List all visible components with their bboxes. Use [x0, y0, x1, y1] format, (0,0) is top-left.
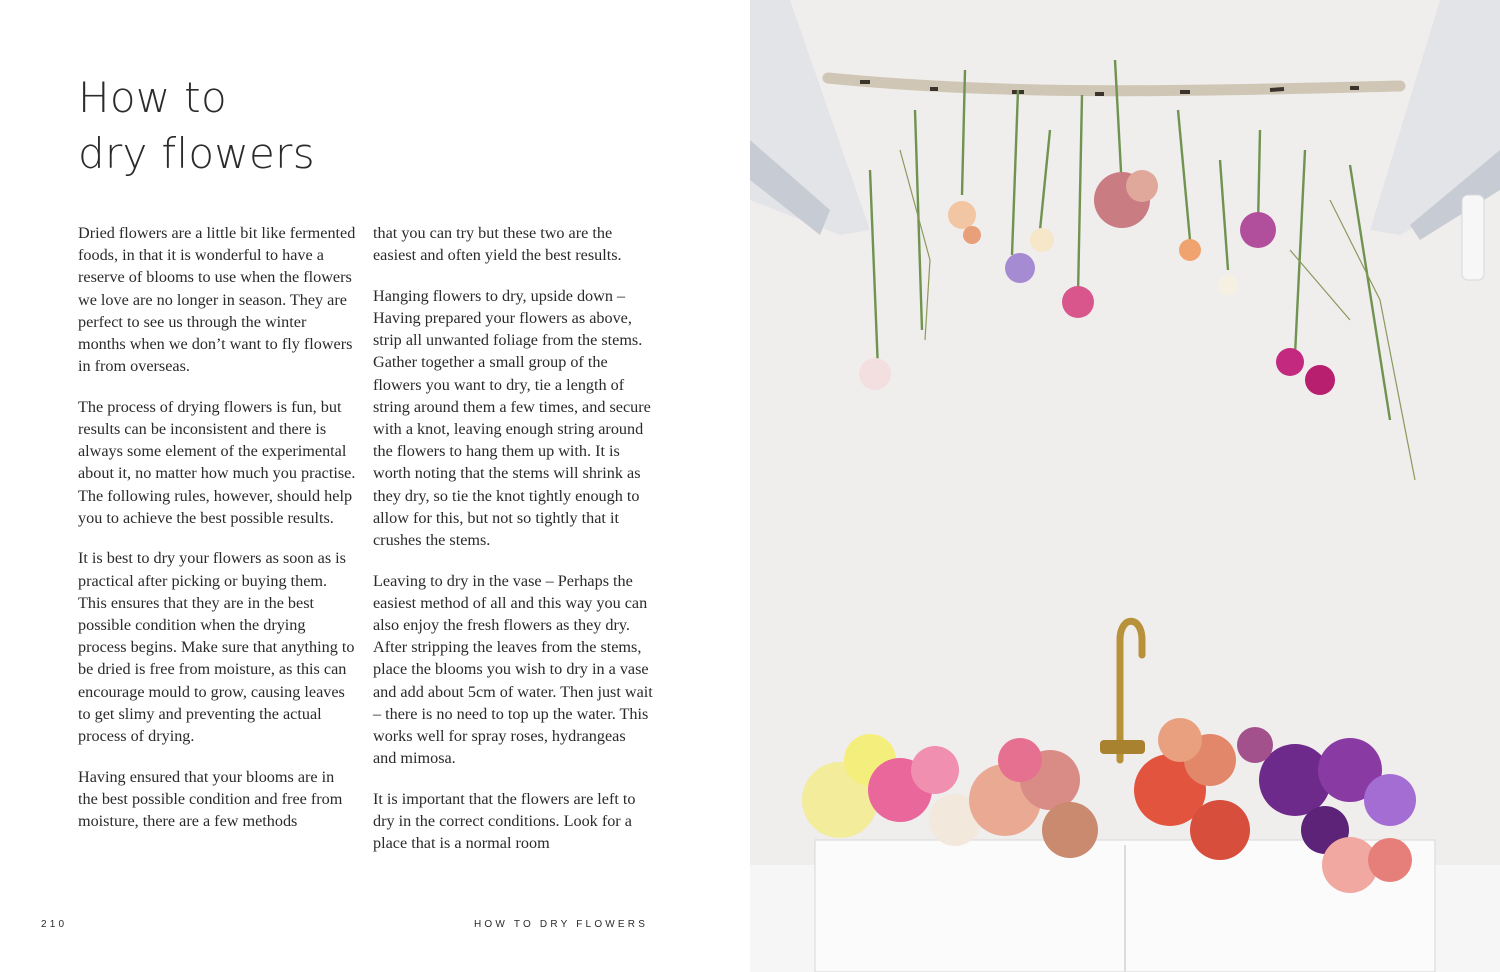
paragraph: Having ensured that your blooms are in the best possible condition and free from moisture, there are a few methods [78, 767, 343, 831]
body-column-1 [78, 222, 358, 851]
paragraph: Leaving to dry in the vase – Perhaps the easiest method of all and this way you can also enjoy the fresh flowers as they dry. After stripping the leaves from the stems, place the blooms you wish to dry in a vase and add about 5cm of water. Then just wait – there is no need to top up the water. This works well for spray roses, hydrangeas and mimosa. [373, 571, 653, 768]
paragraph: It is best to dry your flowers as soon as is practical after picking or buying them. This ensures that they are in the best possible condition when the drying process begins. Make sure that anything to be dried is free from moisture, as this can encourage mould to grow, causing leaves to get slimy and preventing the actual process of drying. [78, 549, 355, 746]
title-line-2: dry flowers [78, 129, 315, 178]
page-title [78, 70, 315, 182]
body-column-2 [373, 222, 653, 873]
paragraph: It is important that the flowers are left to dry in the correct conditions. Look for a place that is a normal room [373, 789, 636, 853]
running-head: HOW TO DRY FLOWERS [474, 919, 649, 930]
light-fixture [1462, 195, 1484, 280]
paragraph: that you can try but these two are the easiest and often yield the best results. [373, 224, 622, 265]
page-number: 210 [41, 919, 68, 930]
paragraph: Dried flowers are a little bit like fermented foods, in that it is wonderful to have a reserve of blooms to use when the flowers we love are no longer in season. They are perfect to see us through the winter months when we don’t want to fly flowers in from overseas. [78, 224, 356, 376]
tap-base [1100, 740, 1145, 754]
photo-illustration [750, 0, 1500, 972]
paragraph: The process of drying flowers is fun, but results can be inconsistent and there is always some element of the experimental about it, no matter how much you practise. The following rules, however, should help you to achieve the best possible results. [78, 397, 356, 527]
paragraph: Hanging flowers to dry, upside down – Having prepared your flowers as above, strip all unwanted foliage from the stems. Gather together a small group of the flowers you want to dry, tie a length of string around them a few times, and secure with a knot, leaving enough string around the flowers to hang them up with. It is worth noting that the stems will shrink as they dry, so tie the knot tightly enough to allow for this, but not so tightly that it crushes the stems. [373, 286, 651, 550]
photo-hanging-flowers-over-sink [750, 0, 1500, 972]
title-line-1: How to [78, 73, 227, 122]
